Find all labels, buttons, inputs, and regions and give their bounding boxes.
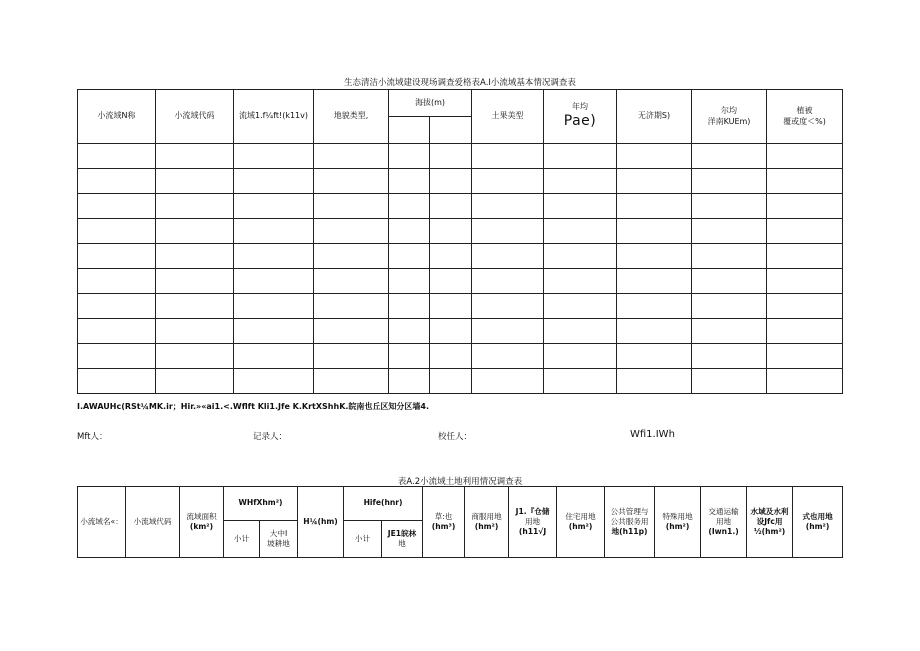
- lu-header-public: [605, 487, 655, 558]
- lu-header-code: 小流域代码: [126, 487, 180, 558]
- lu-header-slope-line1: 大中I: [269, 528, 288, 538]
- header-avg-line1: 尔均: [721, 105, 738, 115]
- header-veg-line1: 植被: [796, 105, 813, 115]
- table1-title: 生态清洁小流域建设现场调查爱格表A.I小流域基本情况调查表: [344, 78, 576, 88]
- checker-label: 校任人：: [438, 432, 473, 442]
- lu-header-forest: Hife(hnr): [344, 487, 423, 521]
- header-altitude-sub2: [430, 117, 472, 144]
- lu-header-slope-line2: 坡耕地: [267, 539, 290, 548]
- lu-header-special-line2: (hm²): [665, 522, 690, 531]
- lu-header-residential-line1: 住宅用地: [565, 511, 596, 521]
- lu-header-residential: [557, 487, 605, 558]
- lu-header-special: [655, 487, 701, 558]
- lu-header-farmland: WHfXhm²): [224, 487, 298, 521]
- lu-header-forest-type-line1: JE1皖林: [387, 528, 417, 538]
- header-altitude-sub1: [389, 117, 430, 144]
- lu-header-residential-line2: (hm²): [568, 522, 593, 531]
- lu-header-garden: H¼(hm): [298, 487, 344, 558]
- lu-header-area-line1: 流域面积: [186, 511, 217, 521]
- header-veg: [767, 90, 843, 144]
- lu-header-storage-line2: 用地: [524, 516, 541, 526]
- lu-header-forest-subtotal: 小计: [344, 521, 382, 558]
- lu-header-water-line2: 设Jfc用: [756, 516, 783, 526]
- lu-header-name: 小流域名«：: [78, 487, 126, 558]
- lu-header-water-line3: ½(hm²): [753, 527, 786, 537]
- lu-header-special-line1: 特殊用地: [662, 511, 693, 521]
- lu-header-water: [747, 487, 793, 558]
- investigator-label: Mft人：: [77, 432, 108, 442]
- header-annual-line1: 年均: [572, 101, 589, 111]
- table2-title: 表A.2小流域土地利用情况调查表: [397, 477, 523, 487]
- lu-header-storage-line3: (h11√J: [518, 527, 547, 537]
- lu-header-transport-line2: 用地: [715, 516, 732, 526]
- lu-header-transport-line1: 交通运输: [708, 506, 739, 516]
- header-area: 流域1.f¼ft!(k11v): [234, 90, 314, 144]
- lu-header-other: 式也用地(hm²): [793, 487, 843, 558]
- header-avg-line2: 洋南KUEm): [707, 116, 751, 126]
- header-code: 小流域代码: [156, 90, 234, 144]
- lu-header-area-line2: (km²): [189, 522, 214, 531]
- lu-header-area: [180, 487, 224, 558]
- header-altitude: 海拔(m): [389, 90, 472, 117]
- header-soil: 土果美型: [472, 90, 544, 144]
- lu-header-public-line2: 公共服务用: [610, 516, 649, 526]
- basic-info-table: [77, 89, 843, 394]
- recorder-label: 记录人：: [253, 432, 288, 442]
- lu-header-storage-line1: J1.『仓储: [515, 506, 550, 516]
- header-frost: 无济期S): [617, 90, 692, 144]
- lu-header-commerce-line2: (hm²): [474, 522, 499, 531]
- lu-header-commerce: [465, 487, 509, 558]
- land-use-table: [77, 486, 843, 558]
- header-veg-line2: 覆或度＜%): [783, 116, 826, 126]
- lu-header-storage: [509, 487, 557, 558]
- date-label: Wfi1.IWh: [630, 429, 675, 440]
- header-annual: [544, 90, 617, 144]
- header-landform: 地貌类型,: [314, 90, 389, 144]
- lu-header-forest-type: [382, 521, 423, 558]
- lu-header-commerce-line1: 商服用地: [471, 511, 502, 521]
- lu-header-farm-subtotal: 小计: [224, 521, 260, 558]
- lu-header-public-line1: 公共管理与: [610, 506, 649, 516]
- table1-note: I.AWAUHc(RSt¼MK.ir；Hir.»«ai1.<.Wflft Kli1.Jfe K.KrtXShhK.皖南也丘区知分区墙4.: [77, 402, 430, 411]
- lu-header-grass: [423, 487, 465, 558]
- lu-header-transport-line3: (Iwn1.): [708, 527, 739, 537]
- lu-header-public-line3: 地(h11p): [611, 527, 648, 537]
- lu-header-forest-type-line2: 地: [398, 539, 406, 548]
- lu-header-transport: [701, 487, 747, 558]
- header-avg: [692, 90, 767, 144]
- lu-header-farm-slope: [260, 521, 298, 558]
- header-name: 小流域N称: [78, 90, 156, 144]
- lu-header-water-line1: 水域及水利: [750, 506, 789, 516]
- lu-header-grass-line1: 草:也: [434, 511, 453, 521]
- header-annual-line2: Pae): [563, 113, 597, 130]
- lu-header-grass-line2: (hm³): [431, 522, 456, 531]
